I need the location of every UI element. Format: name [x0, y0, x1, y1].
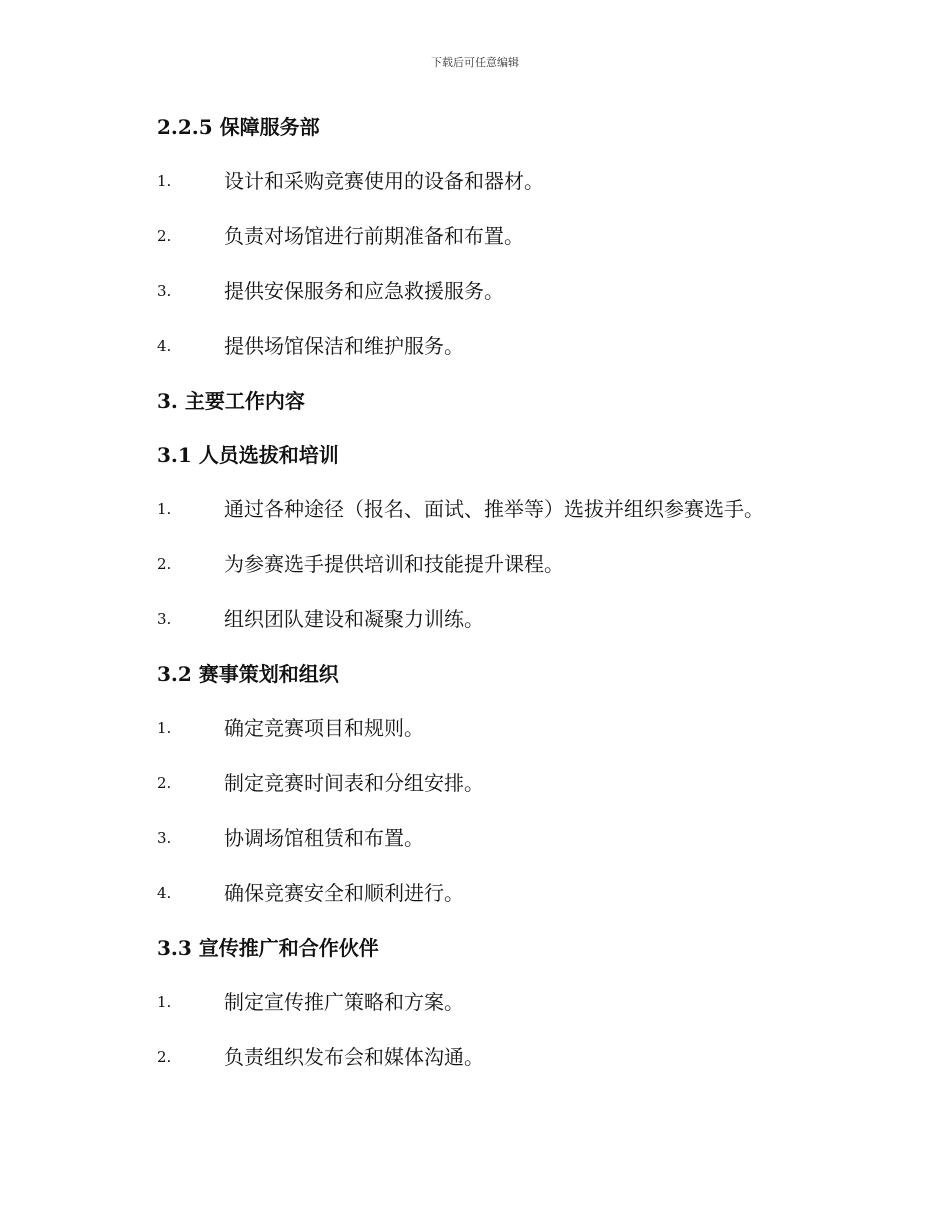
list-item-number: 4.	[157, 884, 172, 902]
list-item-number: 3.	[157, 829, 172, 847]
list-item-number: 2.	[157, 1048, 172, 1066]
list-item-number: 2.	[157, 774, 172, 792]
list-item-number: 1.	[157, 500, 172, 518]
list-item-text: 负责组织发布会和媒体沟通。	[224, 1045, 484, 1069]
section-heading: 3.3 宣传推广和合作伙伴	[157, 936, 379, 960]
list-item-number: 4.	[157, 337, 172, 355]
list-item	[157, 975, 877, 1030]
list-item	[157, 811, 877, 866]
list-item	[157, 537, 877, 592]
list-item-text: 设计和采购竞赛使用的设备和器材。	[224, 169, 544, 193]
list-item	[157, 209, 877, 264]
header-note: 下载后可任意编辑	[431, 56, 519, 69]
list-item-number: 3.	[157, 282, 172, 300]
list-item-text: 制定宣传推广策略和方案。	[224, 990, 464, 1014]
list-item	[157, 866, 877, 921]
list-item	[157, 1030, 877, 1085]
list-item-text: 负责对场馆进行前期准备和布置。	[224, 224, 524, 248]
list-item-text: 提供场馆保洁和维护服务。	[224, 334, 464, 358]
list-item	[157, 482, 877, 537]
list-item-number: 3.	[157, 610, 172, 628]
section-heading: 2.2.5 保障服务部	[157, 115, 320, 139]
list-item-text: 确定竞赛项目和规则。	[224, 716, 424, 740]
list-item	[157, 592, 877, 647]
list-item-text: 确保竞赛安全和顺利进行。	[224, 881, 464, 905]
list-item-text: 制定竞赛时间表和分组安排。	[224, 771, 484, 795]
list-item-number: 1.	[157, 993, 172, 1011]
list-item	[157, 264, 877, 319]
document-content	[157, 100, 877, 1085]
list-item-text: 组织团队建设和凝聚力训练。	[224, 607, 484, 631]
list-item-number: 2.	[157, 555, 172, 573]
list-item-number: 1.	[157, 172, 172, 190]
section-heading: 3. 主要工作内容	[157, 389, 305, 413]
list-item-text: 协调场馆租赁和布置。	[224, 826, 424, 850]
list-item-text: 为参赛选手提供培训和技能提升课程。	[224, 552, 564, 576]
list-item-text: 通过各种途径（报名、面试、推举等）选拔并组织参赛选手。	[224, 497, 764, 521]
list-item	[157, 319, 877, 374]
list-item	[157, 154, 877, 209]
list-item	[157, 701, 877, 756]
section-heading: 3.2 赛事策划和组织	[157, 662, 339, 686]
list-item-number: 2.	[157, 227, 172, 245]
list-item-number: 1.	[157, 719, 172, 737]
list-item	[157, 756, 877, 811]
list-item-text: 提供安保服务和应急救援服务。	[224, 279, 504, 303]
section-heading: 3.1 人员选拔和培训	[157, 443, 339, 467]
